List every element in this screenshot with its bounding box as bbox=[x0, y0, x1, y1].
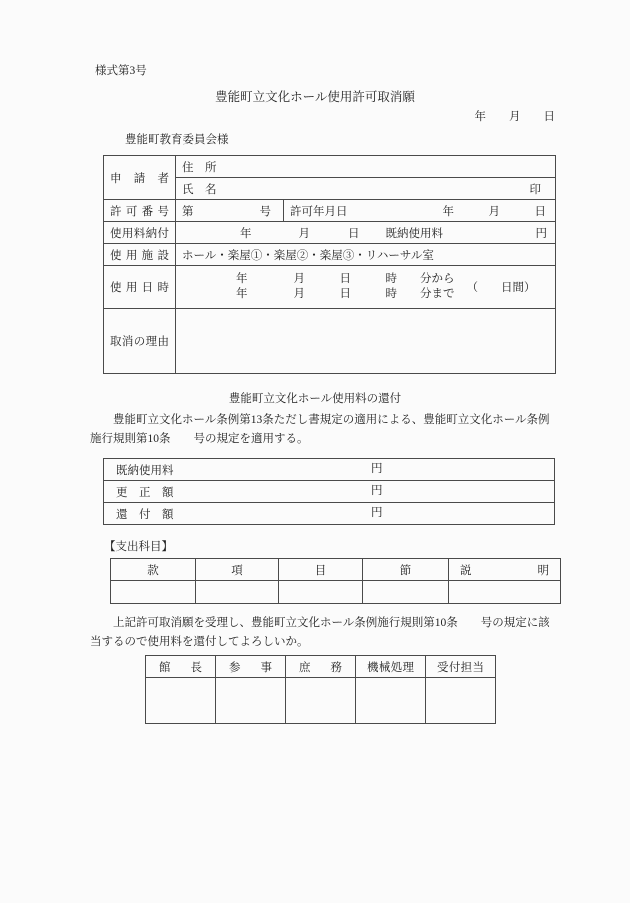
approval-paragraph-line1: 上記許可取消願を受理し、豊能町立文化ホール条例施行規則第10条 号の規定に該 bbox=[90, 617, 550, 629]
expenditure-cell-moku bbox=[279, 581, 363, 604]
cancel-reason-label: 取消の理由 bbox=[104, 309, 176, 374]
expenditure-table bbox=[110, 558, 561, 604]
fee-payment-label: 使用料納付 bbox=[104, 222, 176, 244]
fee-payment-field bbox=[176, 222, 556, 244]
expenditure-col-moku: 目 bbox=[279, 559, 363, 581]
approval-cell-machine-processing bbox=[356, 678, 426, 724]
approval-col-reception: 受付担当 bbox=[426, 656, 496, 678]
seal-label: 印 bbox=[529, 183, 541, 196]
permit-date-blanks: 年 月 日 bbox=[442, 205, 546, 218]
corrected-amount-unit: 円 bbox=[371, 485, 383, 497]
approval-table bbox=[145, 655, 496, 724]
application-table bbox=[103, 155, 556, 374]
expenditure-cell-kan bbox=[111, 581, 196, 604]
expenditure-col-setsumei: 説 明 bbox=[449, 559, 561, 581]
permit-number-label: 許可番号 bbox=[104, 200, 176, 222]
approval-col-general-affairs: 庶務 bbox=[286, 656, 356, 678]
facility-options: ホール・楽屋①・楽屋②・楽屋③・リハーサル室 bbox=[176, 244, 556, 266]
paid-fee-label: 既納使用料 bbox=[385, 227, 443, 240]
refund-paragraph-line1: 豊能町立文化ホール条例第13条ただし書規定の適用による、豊能町立文化ホール条例 bbox=[90, 414, 550, 426]
address-field bbox=[176, 156, 556, 178]
paid-fee-row-unit: 円 bbox=[371, 463, 383, 475]
expenditure-col-kou: 項 bbox=[196, 559, 279, 581]
name-label: 氏 名 bbox=[182, 183, 217, 196]
addressee: 豊能町教育委員会様 bbox=[125, 134, 229, 146]
approval-paragraph-line2: 当するので使用料を還付してよろしいか。 bbox=[90, 636, 309, 648]
fee-day-label: 日 bbox=[348, 227, 360, 240]
expenditure-heading: 【支出科目】 bbox=[104, 541, 173, 553]
fee-month-label: 月 bbox=[298, 227, 310, 240]
refund-row-paid bbox=[104, 459, 555, 481]
approval-col-counselor: 参事 bbox=[216, 656, 286, 678]
expenditure-col-setsu: 節 bbox=[363, 559, 449, 581]
refund-row-corrected bbox=[104, 481, 555, 503]
approval-cell-general-affairs bbox=[286, 678, 356, 724]
refund-paragraph-line2: 施行規則第10条 号の規定を適用する。 bbox=[90, 433, 309, 445]
permit-date-field bbox=[284, 200, 556, 222]
approval-col-director: 館長 bbox=[146, 656, 216, 678]
refund-heading: 豊能町立文化ホール使用料の還付 bbox=[228, 393, 402, 405]
paid-fee-row-label: 既納使用料 bbox=[116, 464, 174, 477]
page-title: 豊能町立文化ホール使用許可取消願 bbox=[215, 90, 415, 104]
approval-col-machine-processing: 機械処理 bbox=[356, 656, 426, 678]
address-label: 住 所 bbox=[182, 161, 217, 174]
approval-cell-reception bbox=[426, 678, 496, 724]
refund-amount-unit: 円 bbox=[371, 507, 383, 519]
fee-yen-label: 円 bbox=[535, 227, 547, 240]
permit-prefix: 第 bbox=[182, 205, 194, 218]
expenditure-cell-setsumei bbox=[449, 581, 561, 604]
datetime-to-line: 年 月 日 時 分まで bbox=[236, 288, 455, 300]
date-line: 年 月 日 bbox=[474, 111, 555, 123]
datetime-days-note: （ 日間） bbox=[466, 282, 536, 294]
refund-table bbox=[103, 458, 555, 525]
permit-suffix: 号 bbox=[259, 205, 271, 218]
applicant-label: 申請者 bbox=[104, 156, 176, 200]
refund-amount-label: 還 付 額 bbox=[116, 508, 174, 521]
approval-cell-director bbox=[146, 678, 216, 724]
refund-paragraph bbox=[90, 411, 550, 449]
approval-paragraph bbox=[90, 614, 550, 652]
expenditure-col-kan: 款 bbox=[111, 559, 196, 581]
usage-datetime-label: 使用日時 bbox=[104, 266, 176, 309]
cancel-reason-field bbox=[176, 309, 556, 374]
refund-row-refund bbox=[104, 503, 555, 525]
permit-date-label: 許可年月日 bbox=[290, 205, 348, 218]
approval-cell-counselor bbox=[216, 678, 286, 724]
datetime-from-line: 年 月 日 時 分から bbox=[236, 273, 455, 285]
usage-datetime-field bbox=[176, 266, 556, 309]
permit-number-field bbox=[176, 200, 284, 222]
facility-label: 使用施設 bbox=[104, 244, 176, 266]
name-field bbox=[176, 178, 556, 200]
expenditure-cell-kou bbox=[196, 581, 279, 604]
expenditure-cell-setsu bbox=[363, 581, 449, 604]
form-number: 様式第3号 bbox=[95, 65, 147, 77]
corrected-amount-label: 更 正 額 bbox=[116, 486, 174, 499]
fee-year-label: 年 bbox=[240, 227, 252, 240]
